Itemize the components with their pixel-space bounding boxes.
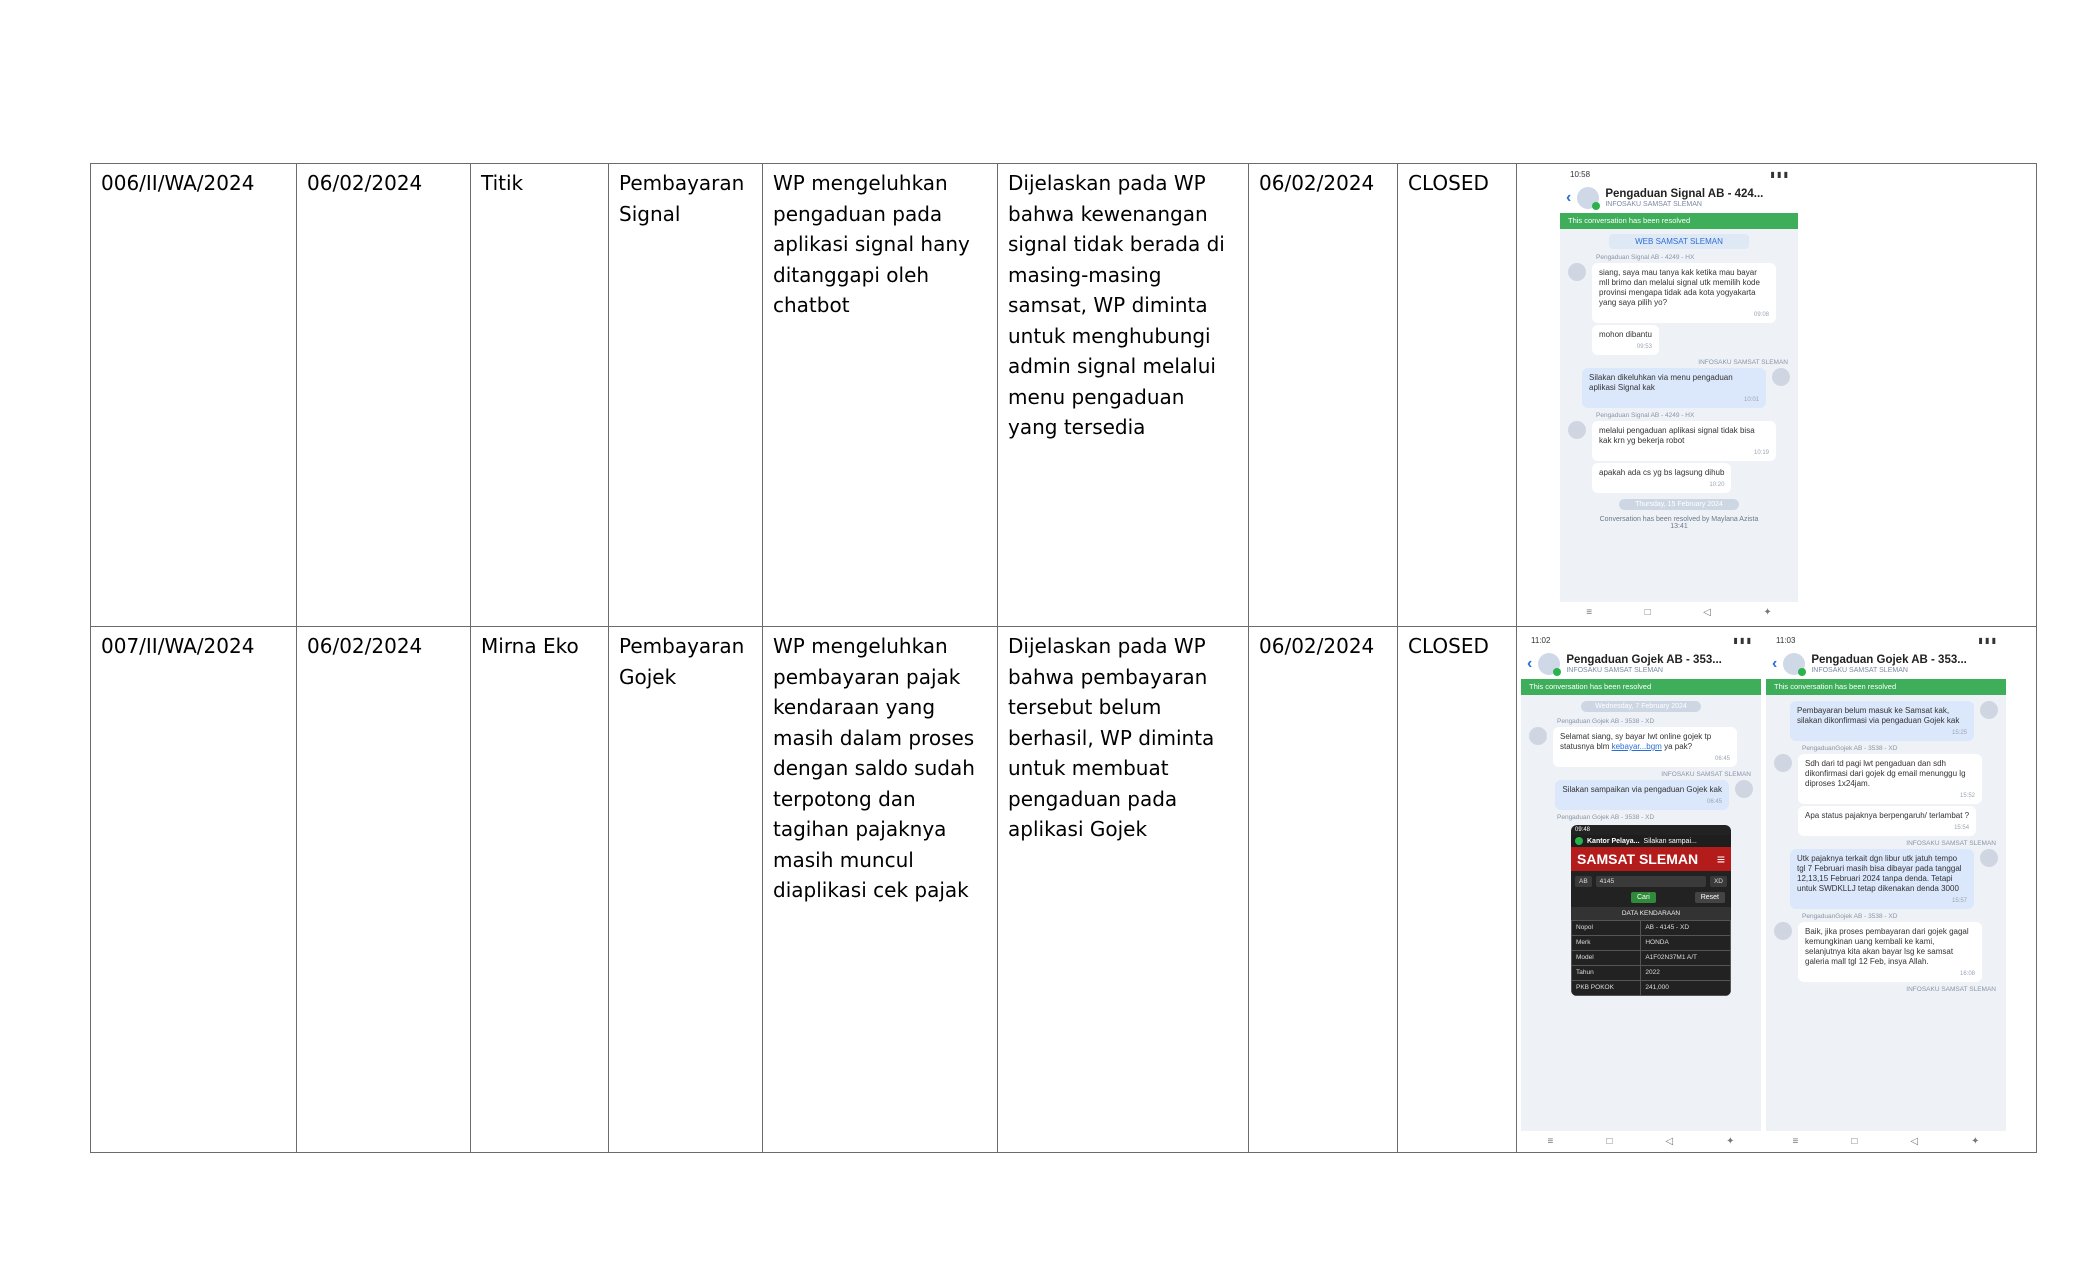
reporter-name: Titik	[471, 164, 609, 627]
signal-icons: ▮ ▮ ▮	[1733, 636, 1751, 645]
status-bar: 11:03 ▮ ▮ ▮	[1766, 633, 2006, 649]
date-separator: Thursday, 15 February 2024	[1619, 499, 1739, 510]
chat-subtitle: INFOSAKU SAMSAT SLEMAN	[1566, 666, 1663, 674]
chat-screenshot-gojek-1	[1521, 633, 1761, 1151]
message-in: Selamat siang, sy bayar lwt online gojek tp statusnya blm kebayar...bgm ya pak? 06:45	[1529, 727, 1753, 767]
status-label: CLOSED	[1398, 627, 1517, 1153]
complaint-category: Pembayaran Gojek	[609, 627, 763, 1153]
avatar	[1772, 368, 1790, 386]
resolved-banner: This conversation has been resolved	[1766, 679, 2006, 695]
samsat-brand-bar: SAMSAT SLEMAN ≡	[1571, 847, 1731, 871]
status-label: CLOSED	[1398, 164, 1517, 627]
resolved-date: 06/02/2024	[1249, 627, 1398, 1153]
status-bar: 10:58 ▮ ▮ ▮	[1560, 167, 1798, 183]
complaint-category: Pembayaran Signal	[609, 164, 763, 627]
avatar	[1774, 922, 1792, 940]
avatar	[1783, 653, 1805, 675]
sender-label: PengaduanGojek AB - 3538 - XD	[1802, 913, 1898, 920]
menu-icon[interactable]: ≡	[1586, 606, 1593, 618]
signal-icons: ▮ ▮ ▮	[1978, 636, 1996, 645]
sender-label: Pengaduan Signal AB - 4249 - HX	[1596, 412, 1695, 419]
plate-prefix-field[interactable]: AB	[1575, 876, 1592, 887]
menu-icon[interactable]: ≡	[1716, 851, 1725, 867]
complaint-response: Dijelaskan pada WP bahwa pembayaran tersebut belum berhasil, WP diminta untuk membuat pengaduan pada aplikasi Gojek	[998, 627, 1249, 1153]
home-icon[interactable]: □	[1851, 1135, 1858, 1147]
complaint-description: WP mengeluhkan pengaduan pada aplikasi signal hany ditanggapi oleh chatbot	[763, 164, 998, 627]
chat-header	[1560, 183, 1798, 213]
avatar	[1735, 780, 1753, 798]
ticket-number: 006/II/WA/2024	[91, 164, 297, 627]
accessibility-icon[interactable]: ✦	[1763, 606, 1772, 618]
ticket-number: 007/II/WA/2024	[91, 627, 297, 1153]
chat-screenshot-gojek-2	[1766, 633, 2006, 1151]
sender-label: Pengaduan Signal AB - 4249 - HX	[1596, 254, 1695, 261]
date-separator: Wednesday, 7 February 2024	[1581, 701, 1701, 712]
android-nav-bar	[1521, 1131, 1761, 1151]
attached-screenshot-cek-pajak[interactable]: 09:48 Kantor Pelaya... Silakan sampai... SAMSAT SLEMAN ≡ AB 4145 XD Cari Reset DATA KENDARAAN Nopol AB - 4145 - XD Merk HONDA Model A1F02N37M1 A/T Tahun 2022 PKB POKOK 241,000	[1571, 825, 1731, 996]
avatar	[1568, 421, 1586, 439]
avatar	[1568, 263, 1586, 281]
complaint-description: WP mengeluhkan pembayaran pajak kendaraan yang masih dalam proses dengan saldo sudah terpotong dan tagihan pajaknya masih muncul diaplikasi cek pajak	[763, 627, 998, 1153]
notification-bar: Kantor Pelaya... Silakan sampai...	[1571, 835, 1731, 847]
complaint-response: Dijelaskan pada WP bahwa kewenangan signal tidak berada di masing-masing samsat, WP diminta untuk menghubungi admin signal melalui menu pengaduan yang tersedia	[998, 164, 1249, 627]
message-in: melalui pengaduan aplikasi signal tidak bisa kak krn yg bekerja robot 10:19	[1568, 421, 1790, 461]
avatar	[1538, 653, 1560, 675]
sender-label: INFOSAKU SAMSAT SLEMAN	[1698, 359, 1788, 366]
avatar	[1529, 727, 1547, 745]
chat-title: Pengaduan Gojek AB - 353...	[1566, 653, 1722, 666]
resolved-note: Conversation has been resolved by Maylana Azista 13:41	[1599, 516, 1759, 530]
message-in: Apa status pajaknya berpengaruh/ terlambat ? 15:54	[1774, 806, 1998, 836]
message-in: Sdh dari td pagi lwt pengaduan dan sdh dikonfirmasi dari gojek dg email menunggu lg diproses 1x24jam. 15:52	[1774, 754, 1998, 804]
plate-number-field[interactable]: 4145	[1596, 876, 1706, 887]
menu-icon[interactable]: ≡	[1792, 1135, 1799, 1147]
avatar	[1577, 187, 1599, 209]
chat-screenshot-signal	[1560, 167, 1798, 622]
avatar	[1980, 701, 1998, 719]
reporter-name: Mirna Eko	[471, 627, 609, 1153]
accessibility-icon[interactable]: ✦	[1726, 1135, 1735, 1147]
vehicle-data-table	[1571, 920, 1731, 996]
back-icon[interactable]: ◁	[1703, 606, 1711, 618]
chat-subtitle: INFOSAKU SAMSAT SLEMAN	[1605, 200, 1702, 208]
chat-subtitle: INFOSAKU SAMSAT SLEMAN	[1811, 666, 1908, 674]
avatar	[1980, 849, 1998, 867]
sender-label: PengaduanGojek AB - 3538 - XD	[1802, 745, 1898, 752]
search-button[interactable]: Cari	[1631, 892, 1656, 903]
reset-button[interactable]: Reset	[1695, 892, 1725, 903]
plate-suffix-field[interactable]: XD	[1710, 876, 1727, 887]
resolved-banner: This conversation has been resolved	[1521, 679, 1761, 695]
sender-label: INFOSAKU SAMSAT SLEMAN	[1906, 840, 1996, 847]
back-arrow-icon[interactable]: ‹	[1566, 189, 1572, 206]
sender-label: INFOSAKU SAMSAT SLEMAN	[1661, 771, 1751, 778]
chat-header	[1521, 649, 1761, 679]
sender-label: INFOSAKU SAMSAT SLEMAN	[1906, 986, 1996, 993]
section-title: DATA KENDARAAN	[1571, 907, 1731, 920]
chat-title: Pengaduan Gojek AB - 353...	[1811, 653, 1967, 666]
message-out: Silakan sampaikan via pengaduan Gojek kak 06:45	[1529, 780, 1753, 810]
sender-label: Pengaduan Gojek AB - 3538 - XD	[1557, 814, 1655, 821]
sender-label: Pengaduan Gojek AB - 3538 - XD	[1557, 718, 1655, 725]
menu-icon[interactable]: ≡	[1547, 1135, 1554, 1147]
message-out: Utk pajaknya terkait dgn libur utk jatuh tempo tgl 7 Februari masih bisa dibayar pada tanggal 12,13,15 Februari 2024 tanpa denda. Tetapi untuk SWDKLLJ tetap dikenakan denda 3000 15:57	[1774, 849, 1998, 909]
status-bar: 11:02 ▮ ▮ ▮	[1521, 633, 1761, 649]
back-icon[interactable]: ◁	[1665, 1135, 1674, 1147]
whatsapp-icon	[1575, 837, 1583, 845]
table-row: Merk HONDA	[1572, 936, 1731, 951]
chat-header	[1766, 649, 2006, 679]
message-out: Silakan dikeluhkan via menu pengaduan aplikasi Signal kak 10:01	[1568, 368, 1790, 408]
back-icon[interactable]: ◁	[1910, 1135, 1919, 1147]
table-row: Model A1F02N37M1 A/T	[1572, 951, 1731, 966]
back-arrow-icon[interactable]: ‹	[1527, 655, 1533, 672]
chat-link[interactable]: kebayar...bgm	[1611, 742, 1662, 751]
android-nav-bar	[1560, 602, 1798, 622]
web-samsat-link[interactable]: WEB SAMSAT SLEMAN	[1609, 234, 1749, 249]
back-arrow-icon[interactable]: ‹	[1772, 655, 1778, 672]
resolved-banner: This conversation has been resolved	[1560, 213, 1798, 229]
table-row: PKB POKOK 241,000	[1572, 981, 1731, 996]
home-icon[interactable]: □	[1644, 606, 1651, 618]
message-in: apakah ada cs yg bs lagsung dihub 10:20	[1568, 463, 1790, 493]
accessibility-icon[interactable]: ✦	[1971, 1135, 1980, 1147]
home-icon[interactable]: □	[1606, 1135, 1613, 1147]
message-in: Baik, jika proses pembayaran dari gojek gagal kemungkinan uang kembali ke kami, selanjutnya kita akan bayar lsg ke samsat galeria mall tgl 12 Feb, insya Allah. 16:08	[1774, 922, 1998, 982]
table-row: Nopol AB - 4145 - XD	[1572, 921, 1731, 936]
chat-title: Pengaduan Signal AB - 424...	[1605, 187, 1764, 200]
message-in: mohon dibantu 09:53	[1568, 325, 1790, 355]
avatar	[1774, 754, 1792, 772]
signal-icons: ▮ ▮ ▮	[1770, 170, 1788, 179]
table-row: Tahun 2022	[1572, 966, 1731, 981]
plate-form	[1571, 871, 1731, 892]
report-date: 06/02/2024	[297, 164, 471, 627]
resolved-date: 06/02/2024	[1249, 164, 1398, 627]
report-date: 06/02/2024	[297, 627, 471, 1153]
message-out: Pembayaran belum masuk ke Samsat kak, silakan dikonfirmasi via pengaduan Gojek kak 15:25	[1774, 701, 1998, 741]
message-in: siang, saya mau tanya kak ketika mau bayar mll brimo dan melalui signal utk memilih kode provinsi mengapa tidak ada kota yogyakarta yang saya pilih yo? 09:08	[1568, 263, 1790, 323]
android-nav-bar	[1766, 1131, 2006, 1151]
